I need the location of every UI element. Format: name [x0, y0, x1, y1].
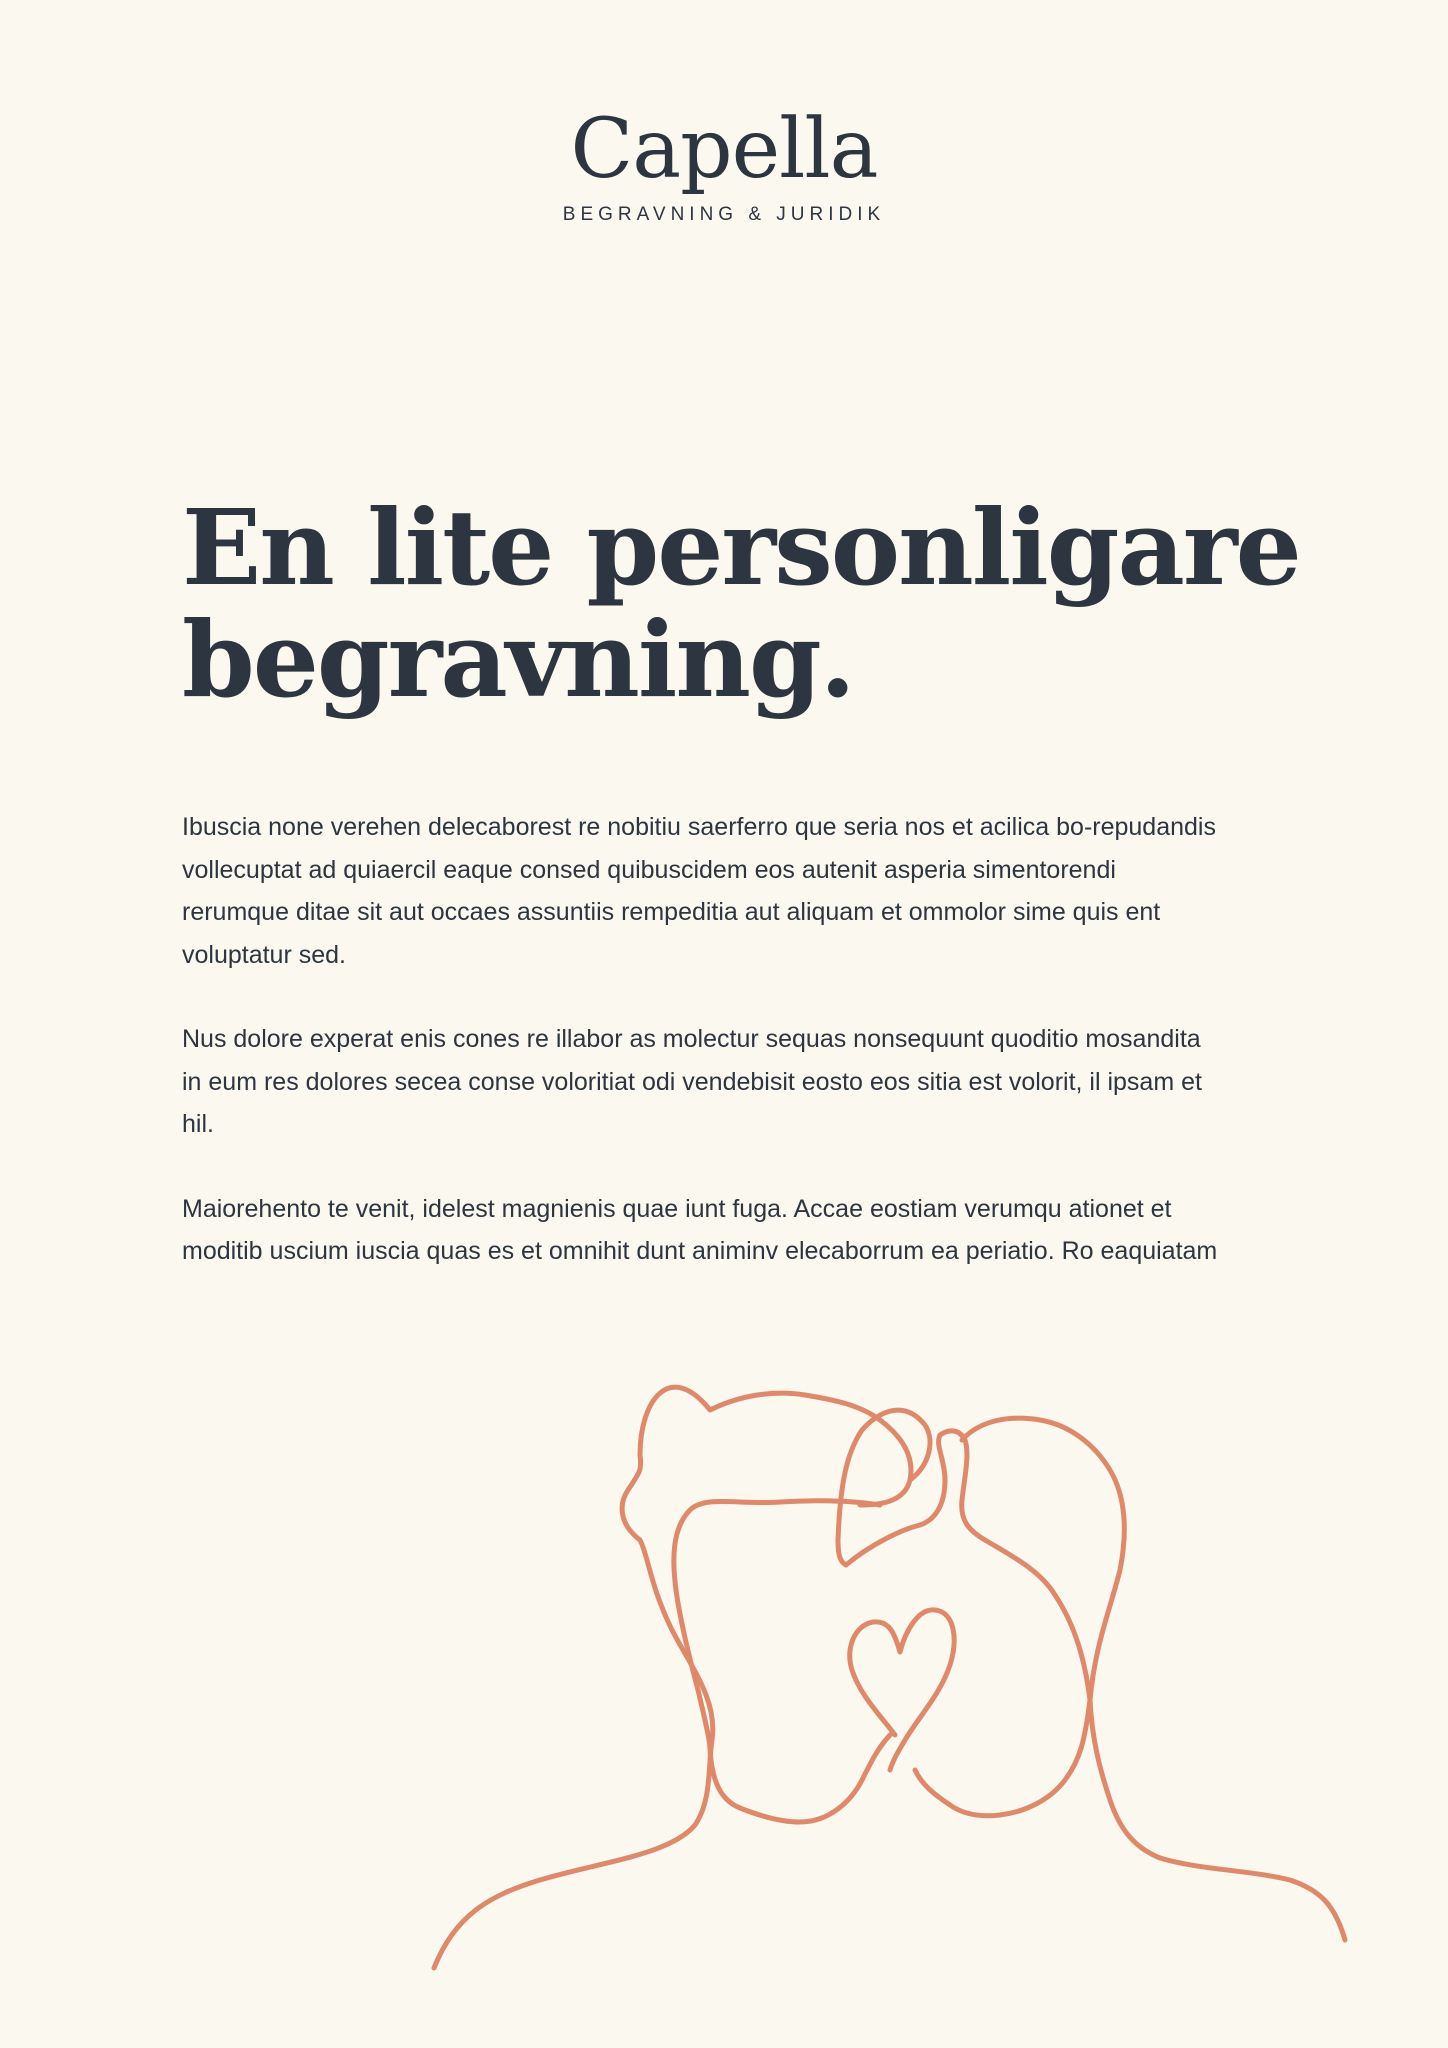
left-face-profile [674, 1501, 890, 1822]
page-headline [182, 486, 1322, 721]
brand-logo [0, 104, 1448, 226]
paragraph-3: Maiorehento te venit, idelest magnienis quae iunt fuga. Accae eostiam verumqu ationet et moditib uscium iuscia quas es et omnihit dunt animinv elecaborrum ea periatio. Ro eaquiatam [182, 1194, 1218, 1265]
brand-tagline: BEGRAVNING & JURIDIK [562, 204, 886, 225]
body-text [182, 806, 1222, 1315]
right-figure-head [915, 1418, 1124, 1816]
headline-line-2: begravning. [182, 598, 854, 721]
paragraph-1: Ibuscia none verehen delecaborest re nobitiu saerferro que seria nos et acilica bo-repudandis vollecuptat ad quiaercil eaque consed quibuscidem eos autenit asperia simentorendi rerumque ditae sit aut occaes assuntiis rempeditia aut aliquam et ommolor sime quis ent voluptatur sed. [182, 813, 1216, 969]
paragraph-2: Nus dolore experat enis cones re illabor as molectur sequas nonsequunt quoditio mosandita in eum res dolores secea conse voloritiat odi vendebisit eosto eos sitia est volorit, il ipsam et hil. [182, 1025, 1202, 1138]
headline-line-1: En lite personligare [182, 486, 1300, 609]
heart-shape [850, 1610, 954, 1770]
left-figure-outline [434, 1387, 911, 1968]
brand-name: Capella [570, 102, 878, 197]
right-figure-shoulder [1090, 1700, 1345, 1940]
hair-swirl [838, 1410, 1090, 1700]
line-art-strokes [434, 1387, 1345, 1968]
